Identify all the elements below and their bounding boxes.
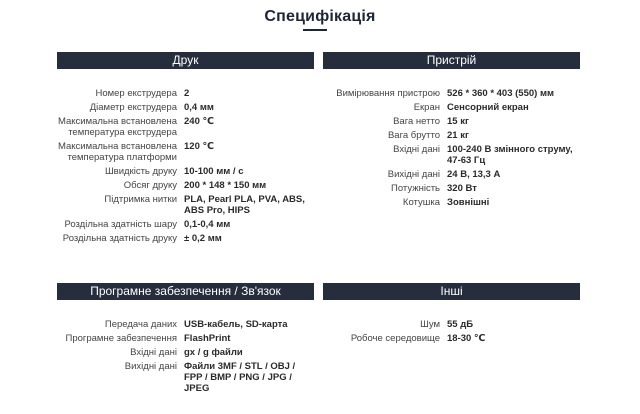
spec-row bbox=[57, 180, 314, 191]
spec-value: Файли 3MF / STL / OBJ / FPP / BMP / PNG / JPG / JPEG bbox=[184, 361, 296, 394]
spec-value: 526 * 360 * 403 (550) мм bbox=[447, 88, 555, 99]
spec-label: Потужність bbox=[391, 183, 440, 194]
spec-row bbox=[57, 194, 314, 216]
spec-row bbox=[57, 116, 314, 138]
spec-value: ± 0,2 мм bbox=[184, 233, 222, 244]
spec-value: PLA, Pearl PLA, PVA, ABS, ABS Pro, HIPS bbox=[184, 194, 305, 216]
spec-label: Вхідні дані bbox=[393, 144, 440, 155]
spec-row bbox=[323, 144, 580, 166]
spec-row bbox=[57, 361, 314, 394]
spec-label: Вхідні дані bbox=[130, 347, 177, 358]
section-other bbox=[323, 283, 580, 347]
section-print bbox=[57, 52, 314, 247]
spec-label: Вихідні дані bbox=[387, 169, 440, 180]
spec-row bbox=[323, 333, 580, 344]
spec-value: gx / g файли bbox=[184, 347, 243, 358]
spec-label: Шум bbox=[420, 319, 440, 330]
spec-value: 0,1-0,4 мм bbox=[184, 219, 231, 230]
spec-row bbox=[323, 130, 580, 141]
spec-label: Вихідні дані bbox=[124, 361, 177, 372]
spec-label: Швидкість друку bbox=[104, 166, 177, 177]
spec-row bbox=[57, 219, 314, 230]
spec-value: USB-кабель, SD-карта bbox=[184, 319, 288, 330]
spec-value: 120 ℃ bbox=[184, 141, 214, 152]
spec-label: Максимальна встановлена температура платформи bbox=[57, 141, 177, 163]
spec-label: Вимірювання пристрою bbox=[336, 88, 440, 99]
spec-row bbox=[323, 169, 580, 180]
spec-row bbox=[57, 88, 314, 99]
spec-label: Діаметр екструдера bbox=[89, 102, 177, 113]
spec-row bbox=[57, 141, 314, 163]
spec-value: 240 ℃ bbox=[184, 116, 214, 127]
spec-row bbox=[57, 102, 314, 113]
spec-value: Зовнішні bbox=[447, 197, 490, 208]
spec-label: Обсяг друку bbox=[123, 180, 177, 191]
spec-value: 15 кг bbox=[447, 116, 469, 127]
spec-row bbox=[57, 166, 314, 177]
page-title: Специфікація bbox=[264, 8, 376, 25]
spec-value: 0,4 мм bbox=[184, 102, 214, 113]
spec-value: 55 дБ bbox=[447, 319, 474, 330]
spec-row bbox=[323, 319, 580, 330]
spec-row bbox=[57, 333, 314, 344]
spec-row bbox=[323, 183, 580, 194]
spec-value: Сенсорний екран bbox=[447, 102, 529, 113]
spec-value: 100-240 В змінного струму, 47-63 Гц bbox=[447, 144, 573, 166]
spec-row bbox=[57, 319, 314, 330]
spec-row bbox=[323, 197, 580, 208]
spec-value: 21 кг bbox=[447, 130, 469, 141]
spec-row bbox=[323, 116, 580, 127]
section-header-software: Програмне забезпечення / Зв'язок bbox=[57, 283, 314, 300]
spec-label: Роздільна здатність шару bbox=[64, 219, 177, 230]
spec-value: 2 bbox=[184, 88, 190, 99]
section-device bbox=[323, 52, 580, 211]
spec-value: 18-30 ℃ bbox=[447, 333, 486, 344]
section-header-device: Пристрій bbox=[323, 52, 580, 69]
spec-value: 320 Вт bbox=[447, 183, 477, 194]
spec-label: Максимальна встановлена температура екструдера bbox=[57, 116, 177, 138]
spec-value: 200 * 148 * 150 мм bbox=[184, 180, 267, 191]
spec-label: Робоче середовище bbox=[350, 333, 440, 344]
spec-value: 24 В, 13,3 A bbox=[447, 169, 501, 180]
spec-label: Номер екструдера bbox=[95, 88, 177, 99]
section-header-other: Інші bbox=[323, 283, 580, 300]
spec-row bbox=[57, 233, 314, 244]
spec-value: 10-100 мм / с bbox=[184, 166, 244, 177]
section-header-print: Друк bbox=[57, 52, 314, 69]
spec-row bbox=[323, 102, 580, 113]
section-software bbox=[57, 283, 314, 397]
title-underline bbox=[303, 29, 327, 31]
spec-label: Вага брутто bbox=[387, 130, 440, 141]
spec-label: Екран bbox=[413, 102, 440, 113]
spec-label: Підтримка нитки bbox=[104, 194, 177, 205]
spec-label: Програмне забезпечення bbox=[65, 333, 177, 344]
spec-label: Роздільна здатність друку bbox=[62, 233, 177, 244]
spec-value: FlashPrint bbox=[184, 333, 231, 344]
spec-label: Котушка bbox=[402, 197, 440, 208]
spec-row bbox=[57, 347, 314, 358]
spec-row bbox=[323, 88, 580, 99]
spec-label: Вага нетто bbox=[393, 116, 440, 127]
spec-label: Передача даних bbox=[104, 319, 177, 330]
